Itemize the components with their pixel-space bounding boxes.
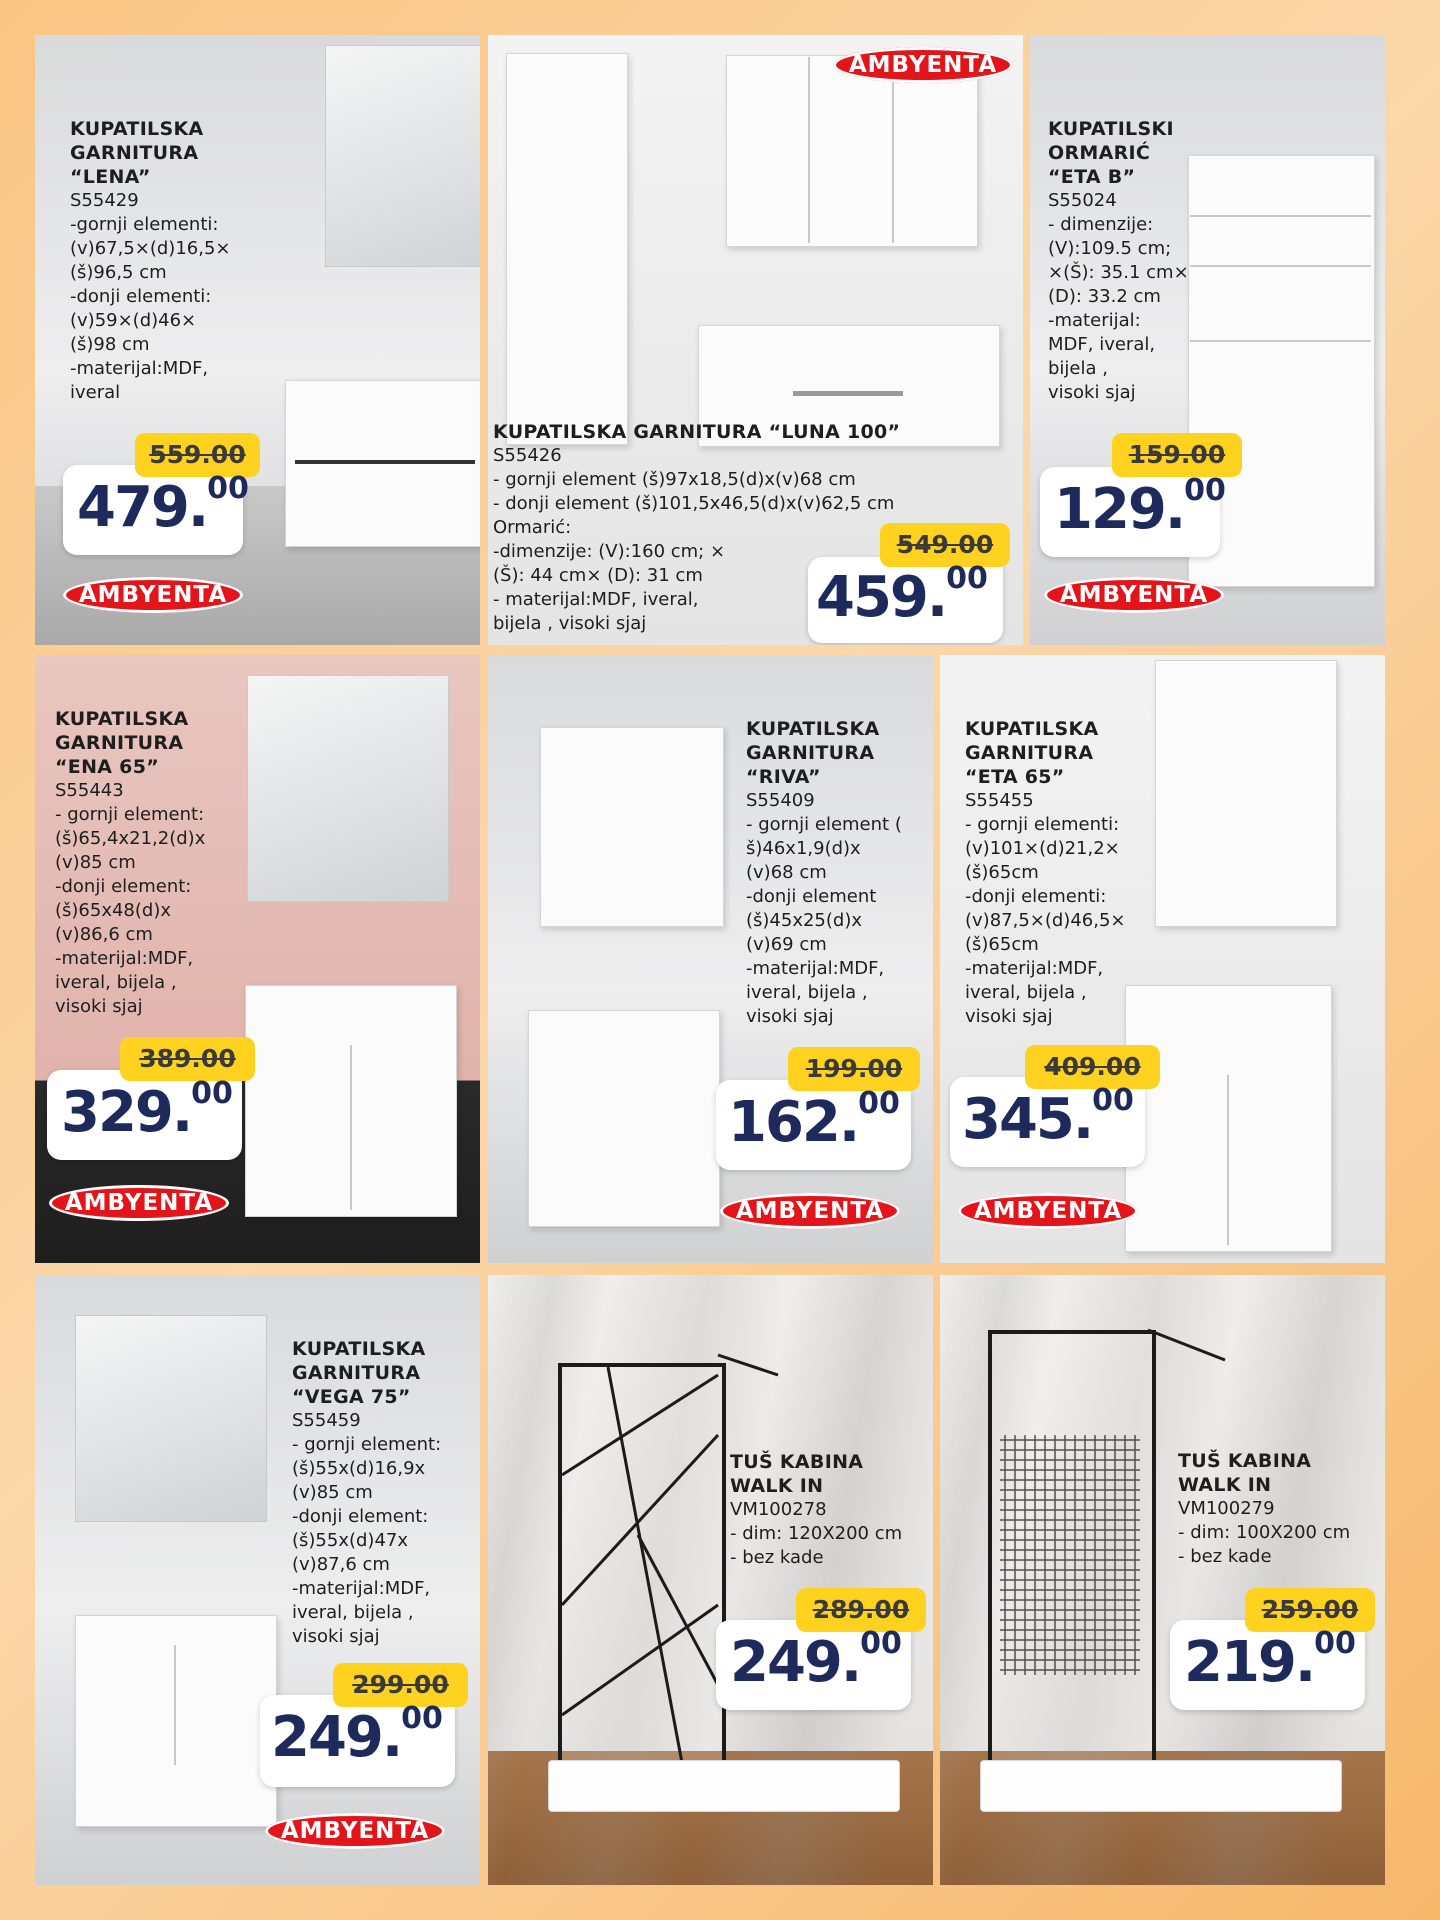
new-price: 129.00 — [1054, 473, 1226, 542]
product-image-shower-tray — [548, 1760, 900, 1812]
product-spec-line: (D): 33.2 cm — [1048, 286, 1161, 307]
product-spec-line: -donji elementi: — [70, 286, 212, 307]
product-spec-line: (v)86,6 cm — [55, 924, 153, 945]
product-tile-ena-65[interactable] — [35, 655, 480, 1263]
product-spec-line: (Š): 44 cm× (D): 31 cm — [493, 565, 703, 586]
brand-logo: AMBYENTA — [720, 1193, 900, 1229]
product-spec-line: (v)69 cm — [746, 934, 827, 955]
product-title-line: KUPATILSKA — [55, 708, 189, 730]
product-image-tall-cabinet — [506, 53, 628, 445]
product-image-mirror-cabinet — [540, 727, 724, 927]
door-divider — [174, 1645, 176, 1765]
product-spec-line: -materijal:MDF, — [746, 958, 885, 979]
product-spec-line: (v)85 cm — [292, 1482, 373, 1503]
product-spec-line: (š)45x25(d)x — [746, 910, 863, 931]
product-tile-luna-100[interactable] — [488, 35, 1023, 645]
product-title-line: “LENA” — [70, 166, 151, 188]
product-spec-line: (š)65,4x21,2(d)x — [55, 828, 206, 849]
product-title-line: “ETA B” — [1048, 166, 1136, 188]
product-spec-line: -donji elementi: — [965, 886, 1107, 907]
old-price: 559.00 — [135, 433, 260, 477]
old-price: 289.00 — [796, 1588, 926, 1632]
product-image-mirror — [247, 675, 449, 902]
brand-logo: AMBYENTA — [49, 1185, 229, 1221]
brand-logo: AMBYENTA — [1044, 577, 1224, 613]
product-spec-line: Ormarić: — [493, 517, 572, 538]
product-title-line: TUŠ KABINA — [1178, 1450, 1312, 1472]
product-description — [746, 717, 902, 1029]
product-spec-line: bijela , visoki sjaj — [493, 613, 647, 634]
product-spec-line: - gornji element: — [292, 1434, 442, 1455]
product-spec-line: visoki sjaj — [55, 996, 143, 1017]
product-title-line: GARNITURA — [292, 1362, 421, 1384]
product-spec-line: iveral, bijela , — [292, 1602, 414, 1623]
product-description — [55, 707, 205, 1019]
product-spec-line: (v)87,6 cm — [292, 1554, 390, 1575]
product-spec-line: (v)67,5×(d)16,5× — [70, 238, 231, 259]
product-spec-line: (š)98 cm — [70, 334, 150, 355]
product-title-line: WALK IN — [730, 1475, 824, 1497]
door-divider — [1227, 1075, 1229, 1245]
product-spec-line: - dimenzije: — [1048, 214, 1154, 235]
product-spec-line: S55459 — [292, 1410, 361, 1431]
product-spec-line: visoki sjaj — [965, 1006, 1053, 1027]
product-spec-line: visoki sjaj — [746, 1006, 834, 1027]
new-price: 345.00 — [962, 1083, 1134, 1152]
product-spec-line: visoki sjaj — [1048, 382, 1136, 403]
product-tile-vega-75[interactable] — [35, 1275, 480, 1885]
product-spec-line: S55455 — [965, 790, 1034, 811]
product-spec-line: S55443 — [55, 780, 124, 801]
product-image-mirror — [75, 1315, 267, 1522]
product-tile-riva[interactable] — [488, 655, 933, 1263]
product-title-line: “VEGA 75” — [292, 1386, 411, 1408]
product-spec-line: -donji element: — [55, 876, 192, 897]
drawer-divider — [1190, 215, 1371, 217]
product-spec-line: -donji element — [746, 886, 877, 907]
product-spec-line: - gornji elementi: — [965, 814, 1120, 835]
product-title-line: GARNITURA — [70, 142, 199, 164]
product-spec-line: -donji element: — [292, 1506, 429, 1527]
product-spec-line: (V):109.5 cm; — [1048, 238, 1172, 259]
product-spec-line: VM100278 — [730, 1499, 827, 1520]
product-spec-line: - dim: 120X200 cm — [730, 1523, 903, 1544]
product-description — [1048, 117, 1189, 405]
old-price: 409.00 — [1025, 1045, 1160, 1089]
product-spec-line: -materijal:MDF, — [55, 948, 194, 969]
door-divider — [350, 1045, 352, 1210]
product-spec-line: - dim: 100X200 cm — [1178, 1522, 1351, 1543]
drawer-divider — [1190, 340, 1371, 342]
old-price: 259.00 — [1245, 1588, 1375, 1632]
product-spec-line: S55426 — [493, 445, 562, 466]
product-tile-walk-in-120[interactable] — [488, 1275, 933, 1885]
product-title-line: “ETA 65” — [965, 766, 1065, 788]
product-description — [965, 717, 1126, 1029]
product-spec-line: - materijal:MDF, iveral, — [493, 589, 699, 610]
product-spec-line: (v)59×(d)46× — [70, 310, 197, 331]
product-description — [1178, 1449, 1350, 1569]
product-spec-line: š)46x1,9(d)x — [746, 838, 861, 859]
product-spec-line: - bez kade — [1178, 1546, 1272, 1567]
product-spec-line: -dimenzije: (V):160 cm; × — [493, 541, 726, 562]
old-price: 199.00 — [788, 1047, 920, 1091]
product-title-line: KUPATILSKI — [1048, 118, 1174, 140]
old-price: 549.00 — [880, 523, 1010, 567]
product-spec-line: (š)55x(d)16,9x — [292, 1458, 426, 1479]
product-title-line: KUPATILSKA — [292, 1338, 426, 1360]
product-title-line: GARNITURA — [965, 742, 1094, 764]
product-spec-line: iveral, bijela , — [965, 982, 1087, 1003]
product-spec-line: (v)85 cm — [55, 852, 136, 873]
product-spec-line: MDF, iveral, — [1048, 334, 1156, 355]
old-price: 299.00 — [333, 1663, 468, 1707]
product-spec-line: - gornji element: — [55, 804, 205, 825]
product-title-line: TUŠ KABINA — [730, 1451, 864, 1473]
cabinet-divider — [295, 460, 475, 464]
new-price: 249.00 — [730, 1626, 902, 1695]
product-tile-eta-b[interactable] — [1030, 35, 1385, 645]
product-title-line: KUPATILSKA — [70, 118, 204, 140]
product-title-line: KUPATILSKA — [965, 718, 1099, 740]
product-image-mirror — [325, 45, 480, 267]
product-spec-line: visoki sjaj — [292, 1626, 380, 1647]
product-spec-line: bijela , — [1048, 358, 1108, 379]
product-spec-line: - donji element (š)101,5x46,5(d)x(v)62,5 cm — [493, 493, 895, 514]
product-title-line: KUPATILSKA GARNITURA “LUNA 100” — [493, 421, 901, 443]
product-title-line: KUPATILSKA — [746, 718, 880, 740]
product-spec-line: (š)96,5 cm — [70, 262, 167, 283]
old-price: 159.00 — [1112, 433, 1242, 477]
product-spec-line: -materijal:MDF, — [70, 358, 209, 379]
new-price: 459.00 — [816, 561, 988, 630]
product-image-mirror-cabinet — [726, 55, 978, 247]
product-description — [730, 1450, 902, 1570]
product-spec-line: (v)87,5×(d)46,5× — [965, 910, 1126, 931]
product-image-shower-tray — [980, 1760, 1342, 1812]
brand-logo: AMBYENTA — [833, 47, 1013, 83]
product-tile-walk-in-100[interactable] — [940, 1275, 1385, 1885]
product-title-line: GARNITURA — [55, 732, 184, 754]
product-spec-line: -materijal:MDF, — [965, 958, 1104, 979]
product-description — [292, 1337, 441, 1649]
product-spec-line: (š)55x(d)47x — [292, 1530, 409, 1551]
product-spec-line: S55024 — [1048, 190, 1117, 211]
product-image-mirror-cabinet — [1155, 660, 1337, 927]
product-spec-line: - bez kade — [730, 1547, 824, 1568]
product-spec-line: (v)68 cm — [746, 862, 827, 883]
product-spec-line: VM100279 — [1178, 1498, 1275, 1519]
product-image-vanity — [528, 1010, 720, 1227]
drawer-divider — [1190, 265, 1371, 267]
product-spec-line: (š)65cm — [965, 862, 1039, 883]
product-spec-line: S55429 — [70, 190, 139, 211]
product-spec-line: (š)65cm — [965, 934, 1039, 955]
mirror-divider — [808, 57, 810, 243]
product-spec-line: -gornji elementi: — [70, 214, 219, 235]
product-spec-line: (š)65x48(d)x — [55, 900, 172, 921]
brand-logo: AMBYENTA — [265, 1813, 445, 1849]
product-spec-line: -materijal:MDF, — [292, 1578, 431, 1599]
product-spec-line: iveral, bijela , — [746, 982, 868, 1003]
product-title-line: WALK IN — [1178, 1474, 1272, 1496]
product-title-line: “RIVA” — [746, 766, 821, 788]
product-title-line: GARNITURA — [746, 742, 875, 764]
old-price: 389.00 — [120, 1037, 255, 1081]
new-price: 479.00 — [77, 471, 249, 540]
product-spec-line: S55409 — [746, 790, 815, 811]
product-spec-line: ×(Š): 35.1 cm× — [1048, 262, 1189, 283]
brand-logo: AMBYENTA — [63, 577, 243, 613]
mirror-divider — [892, 57, 894, 243]
product-spec-line: - gornji element (š)97x18,5(d)x(v)68 cm — [493, 469, 856, 490]
product-spec-line: iveral, bijela , — [55, 972, 177, 993]
vanity-handle — [793, 391, 903, 396]
new-price: 249.00 — [271, 1701, 443, 1770]
product-title-line: ORMARIĆ — [1048, 142, 1151, 164]
new-price: 162.00 — [728, 1086, 900, 1155]
new-price: 219.00 — [1184, 1626, 1356, 1695]
product-tile-lena[interactable] — [35, 35, 480, 645]
product-spec-line: - gornji element ( — [746, 814, 902, 835]
product-description — [70, 117, 231, 405]
product-spec-line: iveral — [70, 382, 121, 403]
product-title-line: “ENA 65” — [55, 756, 160, 778]
product-spec-line: (v)101×(d)21,2× — [965, 838, 1120, 859]
product-tile-eta-65[interactable] — [940, 655, 1385, 1263]
product-spec-line: -materijal: — [1048, 310, 1141, 331]
product-image-vanity — [75, 1615, 277, 1827]
new-price: 329.00 — [61, 1076, 233, 1145]
brand-logo: AMBYENTA — [958, 1193, 1138, 1229]
